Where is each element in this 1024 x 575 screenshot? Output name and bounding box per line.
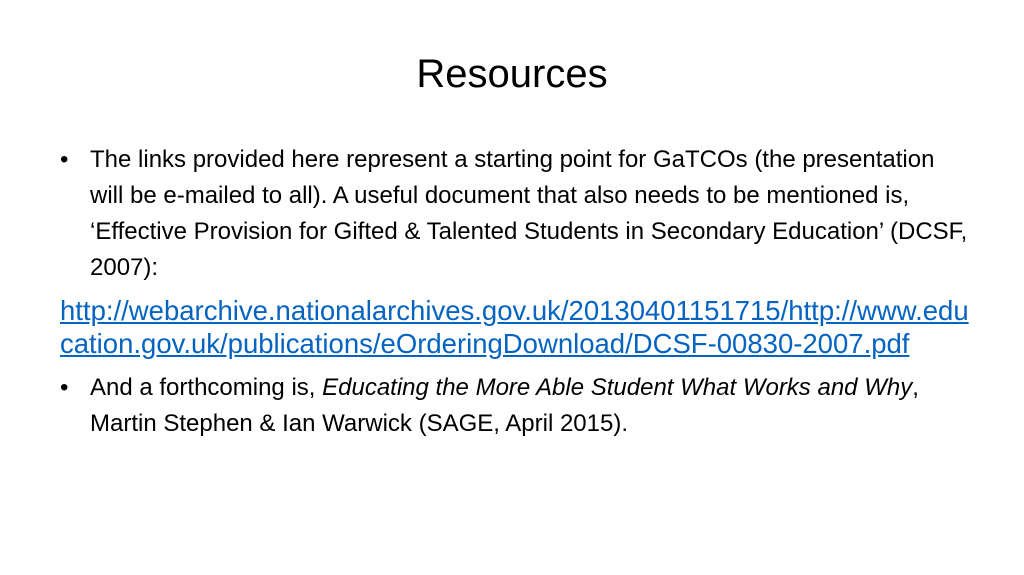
resource-link[interactable]: http://webarchive.nationalarchives.gov.uk/20130401151715/http://www.education.gov.uk/publications/eOrderingDownload/DCSF-00830-2007.pdf xyxy=(60,295,969,359)
bullet-text-prefix: And a forthcoming is, xyxy=(90,374,323,401)
bullet-item-intro xyxy=(60,142,970,286)
bullet-marker: • xyxy=(60,374,69,401)
bullet-text-intro: The links provided here represent a starting point for GaTCOs (the presentation will be e-mailed to all). A useful document that also needs to be mentioned is, ‘Effective Provision for Gifted & Talented Students in Secondary Education’ (DCSF, 2007): xyxy=(90,146,968,281)
resource-link-paragraph xyxy=(60,294,970,360)
slide-body xyxy=(60,142,970,450)
slide-title: Resources xyxy=(416,52,608,96)
bullet-marker: • xyxy=(60,146,69,173)
book-title: Educating the More Able Student What Works and Why xyxy=(322,374,913,401)
bullet-text-suffix: , Martin Stephen & Ian Warwick (SAGE, April 2015). xyxy=(90,374,919,437)
bullet-item-forthcoming xyxy=(60,370,970,442)
